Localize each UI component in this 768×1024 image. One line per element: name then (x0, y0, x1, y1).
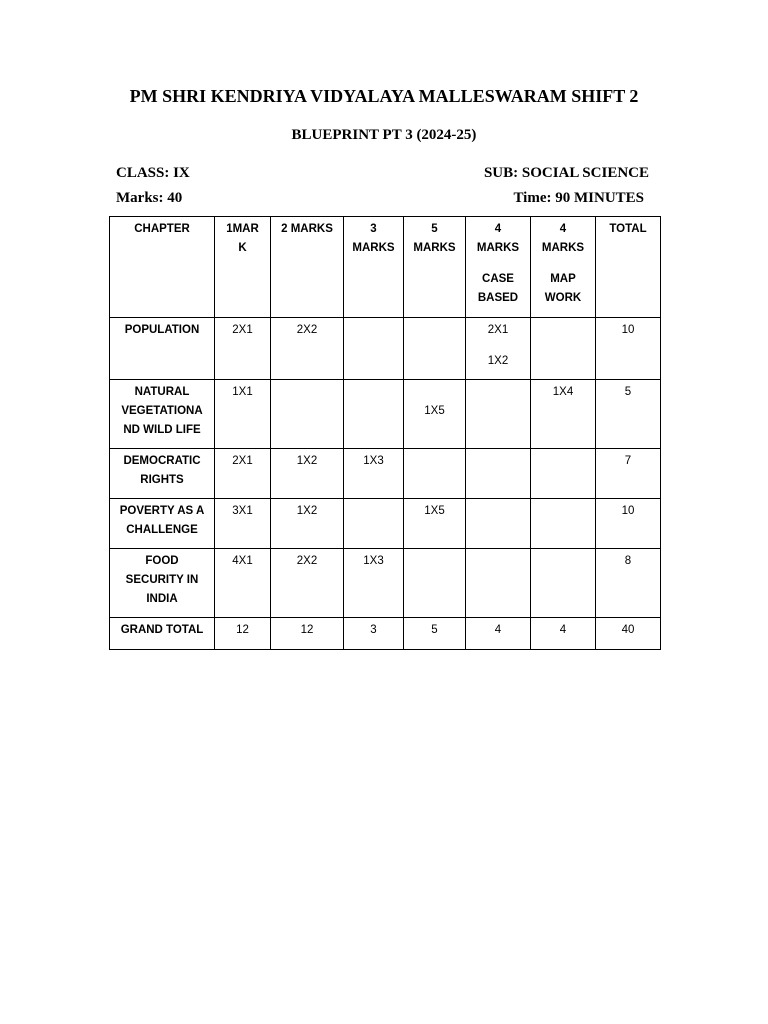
table-row (110, 549, 661, 618)
three-marks-cell (344, 380, 404, 449)
one-mark-cell: 2X1 (215, 449, 271, 499)
grand-total-four-map: 4 (531, 618, 596, 650)
header-four-case-based: 4 MARKS CASE BASED (466, 217, 531, 318)
one-mark-cell: 1X1 (215, 380, 271, 449)
five-marks-cell (404, 549, 466, 618)
three-marks-cell (344, 318, 404, 380)
subject-label: SUB: SOCIAL SCIENCE (483, 165, 649, 181)
header-four-map-work: 4 MARKS MAP WORK (531, 217, 596, 318)
header-one-mark: 1MAR K (215, 217, 271, 318)
grand-total-total: 40 (596, 618, 661, 650)
blueprint-table (109, 216, 661, 650)
four-map-cell (531, 549, 596, 618)
four-case-cell: 2X1 1X2 (466, 318, 531, 380)
header-chapter: CHAPTER (110, 217, 215, 318)
three-marks-cell: 1X3 (344, 549, 404, 618)
table-row (110, 380, 661, 449)
class-label: CLASS: IX (116, 165, 190, 181)
one-mark-cell: 2X1 (215, 318, 271, 380)
three-marks-cell: 1X3 (344, 449, 404, 499)
two-marks-cell: 2X2 (271, 549, 344, 618)
two-marks-cell: 1X2 (271, 449, 344, 499)
four-map-cell: 1X4 (531, 380, 596, 449)
header-three-marks: 3 MARKS (344, 217, 404, 318)
grand-total-two-marks: 12 (271, 618, 344, 650)
three-marks-cell (344, 499, 404, 549)
total-cell: 10 (596, 318, 661, 380)
grand-total-five-marks: 5 (404, 618, 466, 650)
grand-total-row (110, 618, 661, 650)
table-row (110, 499, 661, 549)
four-case-cell (466, 449, 531, 499)
grand-total-four-case: 4 (466, 618, 531, 650)
total-cell: 5 (596, 380, 661, 449)
four-case-cell (466, 549, 531, 618)
total-cell: 7 (596, 449, 661, 499)
grand-total-one-mark: 12 (215, 618, 271, 650)
one-mark-cell: 4X1 (215, 549, 271, 618)
grand-total-three-marks: 3 (344, 618, 404, 650)
two-marks-cell: 1X2 (271, 499, 344, 549)
four-case-cell (466, 499, 531, 549)
header-five-marks: 5 MARKS (404, 217, 466, 318)
school-name: PM SHRI KENDRIYA VIDYALAYA MALLESWARAM SHIFT 2 (129, 86, 639, 106)
time-label: Time: 90 MINUTES (513, 190, 644, 206)
chapter-cell: POPULATION (110, 318, 215, 380)
four-case-cell (466, 380, 531, 449)
total-cell: 10 (596, 499, 661, 549)
five-marks-cell: 1X5 (404, 499, 466, 549)
header-row (110, 217, 661, 318)
one-mark-cell: 3X1 (215, 499, 271, 549)
table-row (110, 318, 661, 380)
total-cell: 8 (596, 549, 661, 618)
four-map-cell (531, 449, 596, 499)
chapter-cell: FOOD SECURITY IN INDIA (110, 549, 215, 618)
chapter-cell: DEMOCRATIC RIGHTS (110, 449, 215, 499)
five-marks-cell (404, 449, 466, 499)
blueprint-title: BLUEPRINT PT 3 (2024-25) (291, 127, 477, 143)
chapter-cell: NATURAL VEGETATIONA ND WILD LIFE (110, 380, 215, 449)
marks-label: Marks: 40 (116, 190, 183, 206)
two-marks-cell (271, 380, 344, 449)
grand-total-label: GRAND TOTAL (110, 618, 215, 650)
chapter-cell: POVERTY AS A CHALLENGE (110, 499, 215, 549)
five-marks-cell (404, 318, 466, 380)
header-two-marks: 2 MARKS (271, 217, 344, 318)
four-map-cell (531, 499, 596, 549)
five-marks-cell: 1X5 (404, 380, 466, 449)
table-row (110, 449, 661, 499)
four-map-cell (531, 318, 596, 380)
header-total: TOTAL (596, 217, 661, 318)
two-marks-cell: 2X2 (271, 318, 344, 380)
